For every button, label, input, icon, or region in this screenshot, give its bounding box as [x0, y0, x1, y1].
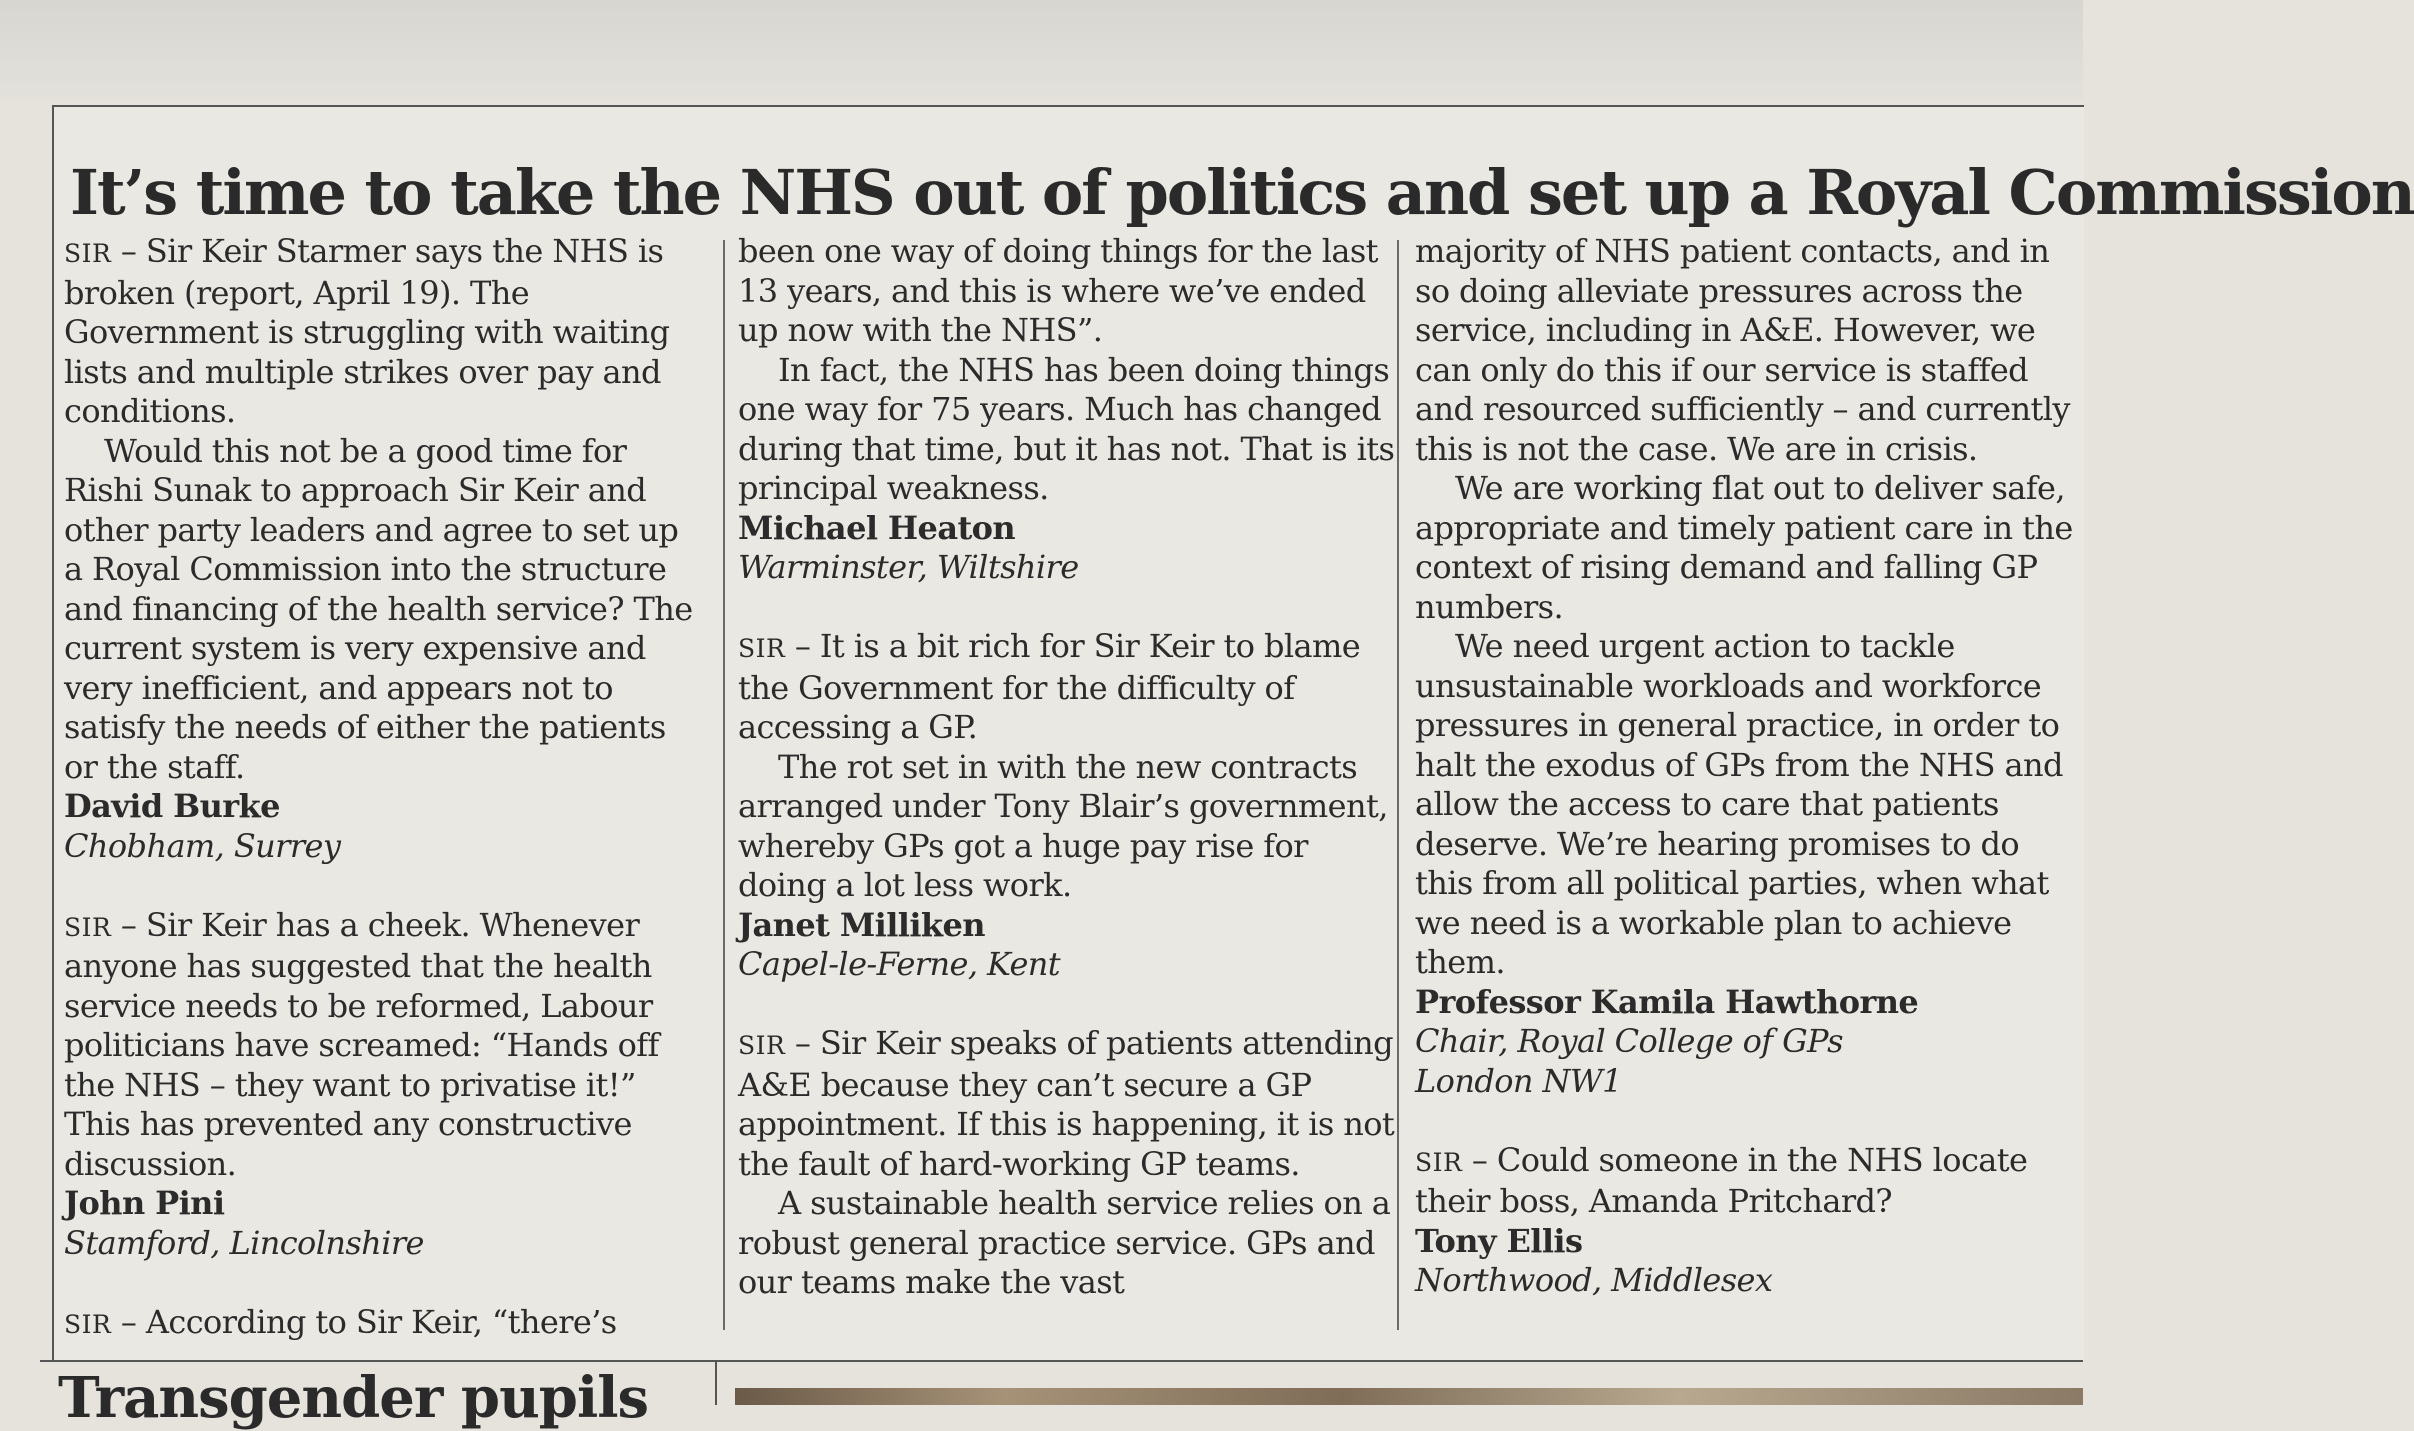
letter-2-location: Stamford, Lincolnshire	[64, 1223, 424, 1262]
letter-5-author-title: Chair, Royal College of GPs	[1415, 1022, 1843, 1060]
letter-5-paragraph-4: We need urgent action to tackle unsustainable workloads and workforce pressures in general practice, in order to halt the exodus of GPs from the NHS and allow the access to care that patients deserve. We’re hearing promises to do this from all political parties, when what we need is a workable plan to achieve them.	[1415, 627, 2063, 981]
letter-5-author: Professor Kamila Hawthorne	[1415, 982, 1919, 1021]
bottom-column-rule	[715, 1362, 717, 1405]
letter-4-location: Capel-le-Ferne, Kent	[738, 945, 1061, 983]
spacer	[738, 588, 1398, 628]
letter-3-location: Warminster, Wiltshire	[738, 548, 1079, 586]
bottom-rule	[40, 1360, 2083, 1362]
letter-1-paragraph-2: Would this not be a good time for Rishi Sunak to approach Sir Keir and other party leaders and agree to set up a Royal Commission into the structure and financing of the health service? The current system is very expensive and very inefficient, and appears not to satisfy the needs of either the patients or the staff.	[64, 431, 693, 786]
column-rule-1	[723, 240, 725, 1330]
letter-3-author: Michael Heaton	[738, 508, 1016, 547]
letter-6-author: Tony Ellis	[1415, 1221, 1583, 1260]
next-article-headline: Transgender pupils	[58, 1365, 649, 1431]
letter-1-author: David Burke	[64, 787, 280, 825]
letter-5-paragraph-3: We are working flat out to deliver safe, appropriate and timely patient care in the context of rising demand and falling GP numbers.	[1415, 469, 2073, 626]
spacer	[64, 866, 704, 906]
sir-salutation: SIR	[64, 1309, 112, 1339]
letter-4-paragraph-1: SIR – It is a bit rich for Sir Keir to blame the Government for the difficulty of accessing a GP.	[738, 627, 1361, 746]
page-top-background	[0, 0, 2083, 100]
letter-3-continuation: been one way of doing things for the last 13 years, and this is where we’ve ended up now with the NHS”.	[738, 232, 1378, 349]
letter-5-paragraph-1: SIR – Sir Keir speaks of patients attending A&E because they can’t secure a GP appointment. If this is happening, it is not the fault of hard-working GP teams.	[738, 1024, 1395, 1183]
letter-5-location: London NW1	[1415, 1061, 1622, 1100]
spacer	[738, 985, 1398, 1025]
letter-5-continuation: majority of NHS patient contacts, and in so doing alleviate pressures across the service, including in A&E. However, we can only do this if our service is staffed and resourced sufficiently – and currently this is not the case. We are in crisis.	[1415, 232, 2070, 468]
letter-2-paragraph-1: SIR – Sir Keir has a cheek. Whenever anyone has suggested that the health service needs to be reformed, Labour politicians have screamed: “Hands off the NHS – they want to privatise it!” This has prevented any constructive discussion.	[64, 905, 659, 1183]
letter-4-author: Janet Milliken	[738, 905, 985, 944]
column-3	[1415, 232, 2075, 1301]
sir-salutation: SIR	[1415, 1147, 1463, 1177]
sir-salutation: SIR	[64, 239, 112, 268]
sir-salutation: SIR	[738, 634, 786, 663]
letter-6-location: Northwood, Middlesex	[1415, 1261, 1773, 1299]
column-1	[64, 232, 704, 1344]
letter-6-paragraph-1: SIR – Could someone in the NHS locate their boss, Amanda Pritchard?	[1415, 1140, 2028, 1220]
next-article-photo	[735, 1388, 2083, 1405]
spacer	[64, 1263, 704, 1303]
letter-1-location: Chobham, Surrey	[64, 826, 341, 865]
sir-salutation: SIR	[64, 912, 112, 942]
letter-3-paragraph-1: SIR – According to Sir Keir, “there’s	[64, 1302, 617, 1341]
letter-2-author: John Pini	[64, 1184, 225, 1222]
spacer	[1415, 1101, 2075, 1141]
letter-1-paragraph-1: SIR – Sir Keir Starmer says the NHS is broken (report, April 19). The Government is struggling with waiting lists and multiple strikes over pay and conditions.	[64, 232, 670, 430]
headline: It’s time to take the NHS out of politics and set up a Royal Commission	[70, 155, 2414, 229]
letter-4-paragraph-2: The rot set in with the new contracts arranged under Tony Blair’s government, whereby GPs got a huge pay rise for doing a lot less work.	[738, 747, 1388, 904]
letter-5-paragraph-2: A sustainable health service relies on a robust general practice service. GPs and our teams make the vast	[738, 1184, 1391, 1301]
letter-3-paragraph-2: In fact, the NHS has been doing things one way for 75 years. Much has changed during that time, but it has not. That is its principal weakness.	[738, 350, 1395, 507]
sir-salutation: SIR	[738, 1031, 786, 1060]
column-2	[738, 232, 1398, 1303]
